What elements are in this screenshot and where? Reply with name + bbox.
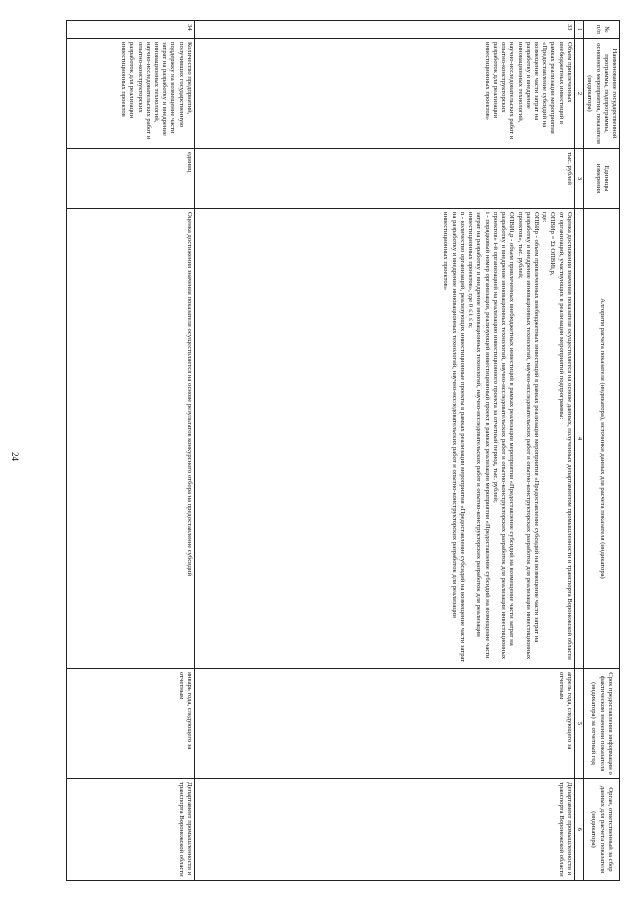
deadline: апрель года, следующего за отчетным: [194, 669, 574, 779]
algorithm-paragraph: i - порядковый номер организации, реализующей инвестиционный проект в рамках реализации мероприятия «Предоставление субсидий на возмещение части затрат на разработку и внедрение инновационных технологий, научно-исследовательских работ и опытно-конструкторских разработок для реализации инвестиционных проектов», где 0 ≤ i ≤ n;: [467, 212, 491, 659]
column-number-row: [574, 21, 583, 881]
algorithm-paragraph: где:: [541, 212, 549, 223]
header-unit: Единицы измерения: [584, 149, 620, 209]
column-number: 5: [574, 669, 583, 779]
header-name: Наименование государственной программы, подпрограммы, основного мероприятия, показателя (индикатора): [584, 39, 620, 149]
indicators-table: [66, 20, 620, 881]
algorithm-paragraph: Оценка достижения значения показателя осуществляется на основе результатов конкурсного отбора на предоставление субсидий: [185, 212, 193, 577]
algorithm-paragraph: Оценка достижения значения показателя осуществляется на основе данных, полученных департаментом промышленности и транспорта Воронежской области от организаций, участвующих в реализации мероприятий подпрограммы:: [557, 212, 573, 660]
algorithm-paragraph: ОПВИi,р - объем привлеченных внебюджетных инвестиций в рамках реализации мероприятия «Предоставление субсидий на возмещение части затрат на разработку и внедрение инновационных технологий, научно-исследовательских работ и опытно-конструкторских разработок для реализации инвестиционных проектов» i-й организацией на реализацию инвестиционного проекта за отчетный период, тыс. рублей;: [491, 212, 516, 660]
header-algorithm: Алгоритм расчета показателя (индикатора), источники данных для расчета показателя (индикатора): [584, 209, 620, 669]
agency: Департамент промышленности и транспорта Воронежской области: [66, 779, 194, 881]
indicator-name: Объем привлеченных внебюджетных инвестиций в рамках реализации мероприятия «Предоставление субсидий на возмещение части затрат на разработку и внедрение инновационных технологий, научно-исследовательских работ и опытно-конструкторских разработок для реализации инвестиционных проектов»: [194, 39, 574, 149]
column-number: 2: [574, 39, 583, 149]
algorithm-paragraph: n - количество организаций, реализующих инвестиционные проекты в рамках реализации мероприятия «Предоставление субсидий на возмещение части затрат на разработку и внедрение инновационных технологий, научно-исследовательских работ и опытно-конструкторских разработок для реализации инвестиционных проектов»: [442, 212, 466, 663]
row-number: 34: [66, 21, 194, 39]
header-agency: Орган, ответственный за сбор данных для расчета показателя (индикатора): [584, 779, 620, 881]
formula: ОПВИр = Σi ОПВИi,р,: [549, 212, 557, 276]
header-row: [584, 21, 620, 881]
table-row: [66, 21, 194, 881]
deadline: январь года, следующего за отчетным: [66, 669, 194, 779]
indicator-name: Количество предприятий, получивших государственную поддержку на возмещение части затрат на разработку и внедрение инновационных технологий, научно-исследовательских работ и опытно-конструкторских разработок для реализации инвестиционных проектов: [66, 39, 194, 149]
column-number: 4: [574, 209, 583, 669]
column-number: 6: [574, 779, 583, 881]
algorithm: [194, 209, 574, 669]
page-number: 24: [10, 452, 20, 461]
header-deadline: Срок предоставления информации о фактическом значении показателя (индикатора) за отчетный год: [584, 669, 620, 779]
column-number: 3: [574, 149, 583, 209]
agency: Департамент промышленности и транспорта Воронежской области: [194, 779, 574, 881]
algorithm: [66, 209, 194, 669]
rotated-page-content: [60, 20, 620, 880]
unit: тыс. рублей: [194, 149, 574, 209]
unit: единиц: [66, 149, 194, 209]
header-number: № п/п: [584, 21, 620, 39]
table-row: [194, 21, 574, 881]
algorithm-paragraph: ОПВИр - объем привлеченных внебюджетных инвестиций в рамках реализации мероприятия «Предоставление субсидий на возмещение части затрат на разработку и внедрение инновационных технологий, научно-исследовательских работ и опытно-конструкторских разработок для реализации инвестиционных проектов», тыс. рублей;: [516, 212, 540, 660]
column-number: 1: [574, 21, 583, 39]
row-number: 33: [194, 21, 574, 39]
